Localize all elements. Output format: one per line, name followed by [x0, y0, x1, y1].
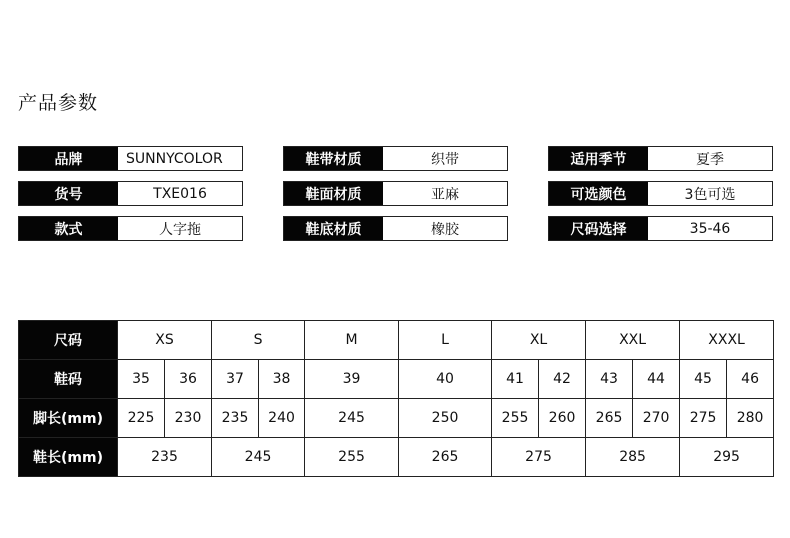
param-label: 货号	[19, 182, 118, 205]
foot-length-cell: 245	[305, 399, 399, 438]
param-value: SUNNYCOLOR	[126, 150, 223, 167]
shoe-length-cell: 255	[305, 438, 399, 477]
param-label: 品牌	[19, 147, 118, 170]
param-label: 尺码选择	[549, 217, 648, 240]
param-value: 夏季	[696, 151, 724, 168]
param-brand	[18, 146, 243, 171]
foot-length-cell: 275	[680, 399, 727, 438]
param-style	[18, 216, 243, 241]
foot-length-cell: 280	[727, 399, 774, 438]
size-chart-table	[18, 320, 774, 477]
table-row-shoe-code	[19, 360, 774, 399]
param-value: 人字拖	[159, 221, 201, 238]
param-label: 可选颜色	[549, 182, 648, 205]
row-header-foot-length: 脚长(mm)	[19, 399, 118, 438]
param-label: 适用季节	[549, 147, 648, 170]
shoe-code-cell: 35	[118, 360, 165, 399]
size-cell: S	[212, 321, 305, 360]
param-label: 鞋底材质	[284, 217, 383, 240]
param-value: 3色可选	[684, 186, 736, 203]
shoe-code-cell: 39	[305, 360, 399, 399]
foot-length-cell: 235	[212, 399, 259, 438]
foot-length-cell: 225	[118, 399, 165, 438]
param-item-number	[18, 181, 243, 206]
size-cell: XXL	[586, 321, 680, 360]
shoe-length-cell: 275	[492, 438, 586, 477]
param-value: 35-46	[689, 220, 731, 237]
param-season	[548, 146, 773, 171]
shoe-code-cell: 42	[539, 360, 586, 399]
shoe-code-cell: 45	[680, 360, 727, 399]
foot-length-cell: 255	[492, 399, 539, 438]
size-cell: M	[305, 321, 399, 360]
table-row-shoe-length	[19, 438, 774, 477]
table-row-foot-length	[19, 399, 774, 438]
table-row-size	[19, 321, 774, 360]
foot-length-cell: 270	[633, 399, 680, 438]
size-cell: XL	[492, 321, 586, 360]
row-header-shoe-code: 鞋码	[19, 360, 118, 399]
foot-length-cell: 240	[259, 399, 305, 438]
row-header-size: 尺码	[19, 321, 118, 360]
param-label: 鞋带材质	[284, 147, 383, 170]
foot-length-cell: 250	[399, 399, 492, 438]
param-value: 织带	[431, 151, 459, 168]
shoe-code-cell: 38	[259, 360, 305, 399]
param-value: 橡胶	[431, 221, 459, 238]
row-header-shoe-length: 鞋长(mm)	[19, 438, 118, 477]
shoe-length-cell: 285	[586, 438, 680, 477]
param-lace-material	[283, 146, 508, 171]
shoe-length-cell: 265	[399, 438, 492, 477]
size-cell: XS	[118, 321, 212, 360]
param-value: 亚麻	[431, 186, 459, 203]
param-sole-material	[283, 216, 508, 241]
shoe-length-cell: 235	[118, 438, 212, 477]
param-label: 款式	[19, 217, 118, 240]
param-upper-material	[283, 181, 508, 206]
shoe-code-cell: 40	[399, 360, 492, 399]
shoe-length-cell: 295	[680, 438, 774, 477]
param-label: 鞋面材质	[284, 182, 383, 205]
shoe-code-cell: 46	[727, 360, 774, 399]
shoe-code-cell: 41	[492, 360, 539, 399]
shoe-code-cell: 36	[165, 360, 212, 399]
shoe-length-cell: 245	[212, 438, 305, 477]
size-cell: XXXL	[680, 321, 774, 360]
size-cell: L	[399, 321, 492, 360]
foot-length-cell: 265	[586, 399, 633, 438]
page-title: 产品参数	[18, 92, 99, 114]
param-colors	[548, 181, 773, 206]
shoe-code-cell: 43	[586, 360, 633, 399]
foot-length-cell: 230	[165, 399, 212, 438]
foot-length-cell: 260	[539, 399, 586, 438]
param-size-range	[548, 216, 773, 241]
shoe-code-cell: 44	[633, 360, 680, 399]
product-params-grid	[18, 146, 773, 242]
param-value: TXE016	[153, 185, 207, 202]
shoe-code-cell: 37	[212, 360, 259, 399]
